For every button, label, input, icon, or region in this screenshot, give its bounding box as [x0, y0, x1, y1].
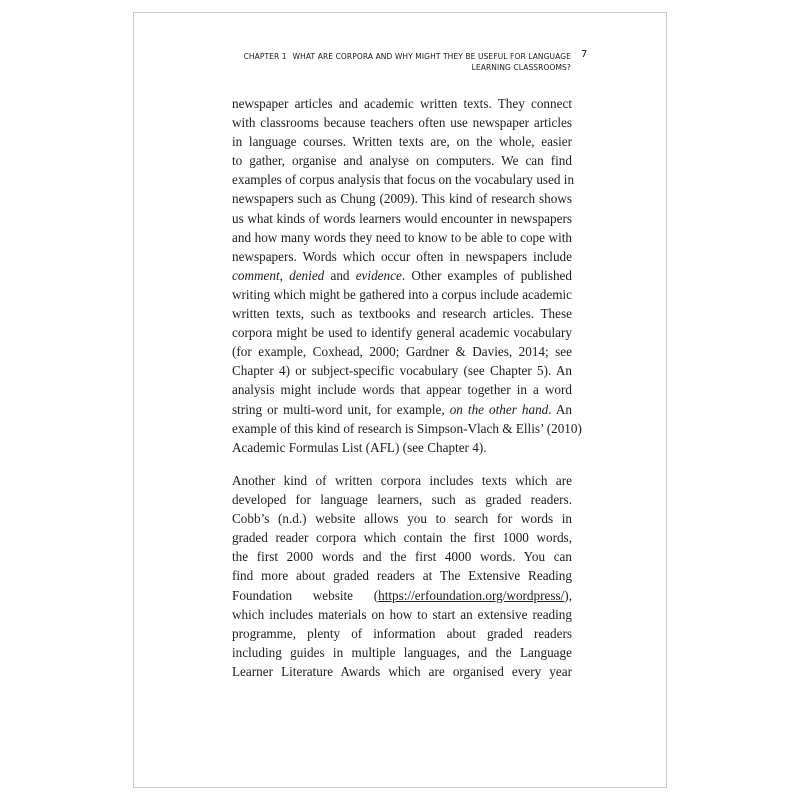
text-line: Another kind of written corpora includes texts which are: [232, 473, 572, 488]
website-link[interactable]: https://erfoundation.org/wordpress/: [378, 587, 565, 603]
text-line: the first 2000 words and the first 4000 words. You can: [232, 549, 572, 565]
text-line: [232, 266, 572, 285]
example-word-comment: comment: [232, 267, 280, 283]
chapter-title-part-1: WHAT ARE CORPORA AND WHY MIGHT THEY BE USEFUL FOR LANGUAGE: [292, 52, 571, 61]
page-number: 7: [581, 49, 588, 60]
text-line: which includes materials on how to start an extensive reading: [232, 606, 572, 622]
text-line: with classrooms because teachers often use newspaper articles: [232, 115, 572, 131]
text-line: find more about graded readers at The Extensive Reading: [232, 568, 572, 584]
text-line: to gather, organise and analyse on computers. We can find: [232, 153, 572, 169]
example-word-evidence: evidence: [355, 267, 402, 283]
text-line: developed for language learners, such as graded readers.: [232, 492, 572, 508]
example-word-denied: denied: [289, 267, 325, 283]
text-line: written texts, such as textbooks and research articles. These: [232, 306, 572, 322]
text-line: example of this kind of research is Simpson-Vlach & Ellis’ (2010): [232, 420, 582, 436]
running-head-line-1: [231, 51, 571, 62]
running-head: [231, 51, 571, 73]
text-fragment: . Other examples of published: [401, 267, 572, 283]
text-line: (for example, Coxhead, 2000; Gardner & Davies, 2014; see: [232, 344, 572, 360]
body-paragraph-1: [232, 94, 582, 457]
text-line: [232, 586, 572, 605]
text-line: and how many words they need to know to be able to cope with: [232, 229, 572, 245]
text-line: Academic Formulas List (AFL) (see Chapter 4).: [232, 439, 487, 455]
text-fragment: ,: [279, 267, 290, 283]
chapter-title-part-2: LEARNING CLASSROOMS?: [471, 63, 571, 72]
text-line: Learner Literature Awards which are organised every year: [232, 663, 572, 679]
text-line: examples of corpus analysis that focus on the vocabulary used in: [232, 172, 575, 188]
text-line: including guides in multiple languages, and the Language: [232, 644, 572, 660]
text-line: analysis might include words that appear together in a word: [232, 382, 572, 398]
text-line: programme, plenty of information about graded readers: [232, 625, 572, 641]
text-line: Chapter 4) or subject-specific vocabulary (see Chapter 5). An: [232, 363, 572, 379]
text-fragment: ),: [564, 587, 572, 603]
text-line: [232, 400, 572, 419]
text-line: graded reader corpora which contain the first 1000 words,: [232, 530, 572, 546]
text-line: newspapers such as Chung (2009). This kind of research shows: [232, 191, 572, 207]
text-line: newspapers. Words which occur often in newspapers include: [232, 248, 572, 264]
text-line: corpora might be used to identify general academic vocabulary: [232, 325, 572, 341]
chapter-label: CHAPTER 1: [243, 52, 287, 61]
example-phrase: on the other hand: [449, 401, 549, 417]
text-line: Cobb’s (n.d.) website allows you to search for words in: [232, 511, 572, 527]
text-fragment: and: [324, 267, 356, 283]
text-line: us what kinds of words learners would encounter in newspapers: [232, 210, 572, 226]
body-paragraph-2: [232, 471, 572, 681]
text-line: writing which might be gathered into a corpus include academic: [232, 286, 572, 302]
text-fragment: Foundation website (: [232, 587, 379, 603]
text-line: newspaper articles and academic written texts. They connect: [232, 96, 572, 111]
text-fragment: string or multi-word unit, for example,: [232, 401, 450, 417]
text-fragment: . An: [548, 401, 572, 417]
text-line: in language courses. Written texts are, on the whole, easier: [232, 134, 572, 150]
